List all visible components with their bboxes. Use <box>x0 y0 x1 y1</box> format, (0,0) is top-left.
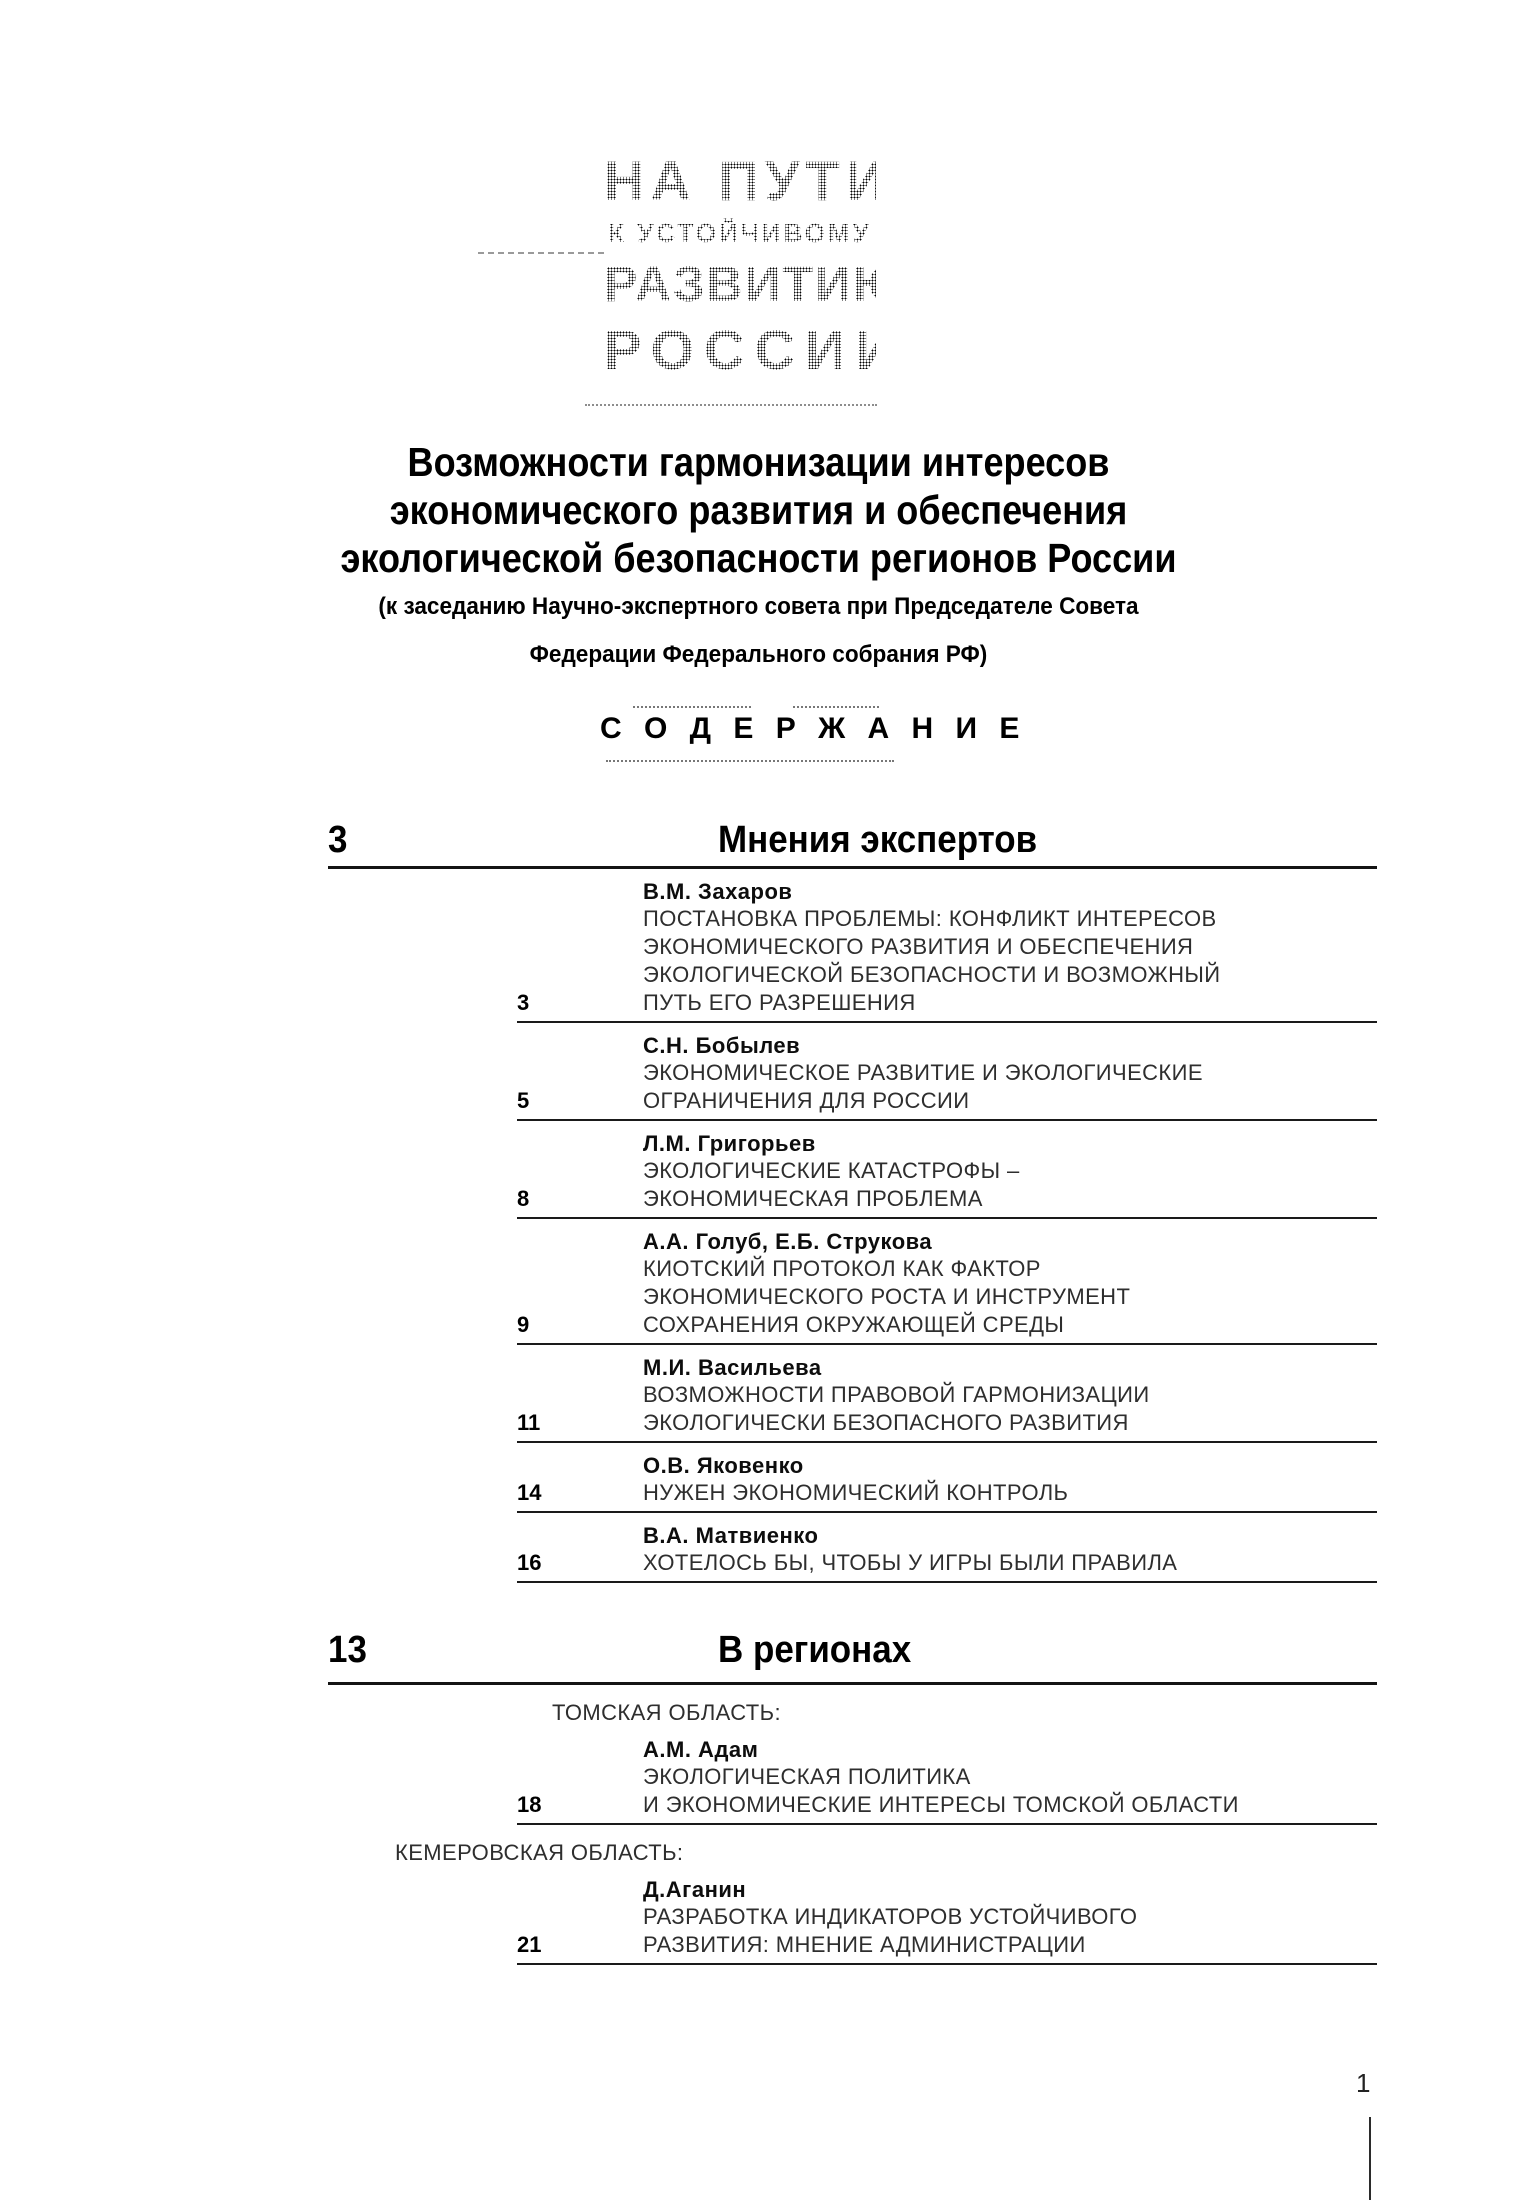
entry-body <box>643 1877 1377 1959</box>
contents-dotted-rule-top-right <box>793 706 879 708</box>
table-of-contents <box>328 818 1377 1965</box>
section-start-page: 13 <box>328 1629 367 1671</box>
entry-authors: В.М. Захаров <box>643 879 793 904</box>
logo-line-2: К УСТОЙЧИВОМУ <box>604 214 876 252</box>
entry-title-line: ОГРАНИЧЕНИЯ ДЛЯ РОССИИ <box>643 1088 970 1113</box>
section-header <box>328 818 1377 869</box>
section-title: В регионах <box>718 1629 912 1671</box>
document-title-line-1: Возможности гармонизации интересов <box>407 439 1110 485</box>
logo-line-4: РОССИИ <box>604 316 876 384</box>
document-title-line-2: экономического развития и обеспечения <box>389 487 1128 533</box>
logo-line-3: РАЗВИТИЮ <box>604 252 876 316</box>
document-subtitle-line-2: Федерации Федерального собрания РФ) <box>529 641 988 668</box>
entry-page-number: 14 <box>517 1480 542 1505</box>
entry-title-line: ЭКОНОМИЧЕСКОГО РАЗВИТИЯ И ОБЕСПЕЧЕНИЯ <box>643 934 1194 959</box>
entry-body <box>643 1523 1377 1577</box>
entry-page-number: 9 <box>517 1312 530 1337</box>
toc-entry <box>517 1513 1377 1583</box>
logo-dotted-underline <box>585 404 877 406</box>
region-label: ТОМСКАЯ ОБЛАСТЬ: <box>552 1700 781 1725</box>
document-subtitle-line-1: (к заседанию Научно-экспертного совета при Председателе Совета <box>378 593 1139 620</box>
entry-body <box>643 1033 1377 1115</box>
entry-authors: С.Н. Бобылев <box>643 1033 801 1058</box>
entry-title-line: ЭКОЛОГИЧЕСКАЯ ПОЛИТИКА <box>643 1764 971 1789</box>
entry-title-line: ЭКОНОМИЧЕСКОГО РОСТА И ИНСТРУМЕНТ <box>643 1284 1131 1309</box>
entry-authors: А.А. Голуб, Е.Б. Струкова <box>643 1229 933 1254</box>
section-header <box>328 1628 1377 1685</box>
entry-page-number: 11 <box>517 1410 541 1435</box>
section-start-page: 3 <box>328 819 348 861</box>
entry-body <box>643 1229 1377 1339</box>
entry-authors: М.И. Васильева <box>643 1355 822 1380</box>
region-label: КЕМЕРОВСКАЯ ОБЛАСТЬ: <box>395 1840 684 1865</box>
toc-entry <box>517 1219 1377 1345</box>
entry-title-line: ПУТЬ ЕГО РАЗРЕШЕНИЯ <box>643 990 916 1015</box>
toc-entry <box>517 1345 1377 1443</box>
entry-title-line: ПОСТАНОВКА ПРОБЛЕМЫ: КОНФЛИКТ ИНТЕРЕСОВ <box>643 906 1217 931</box>
entry-title-line: РАЗРАБОТКА ИНДИКАТОРОВ УСТОЙЧИВОГО <box>643 1904 1138 1929</box>
entry-body <box>643 1131 1377 1213</box>
entry-title-line: ЭКОНОМИЧЕСКАЯ ПРОБЛЕМА <box>643 1186 983 1211</box>
entry-title-line: НУЖЕН ЭКОНОМИЧЕСКИЙ КОНТРОЛЬ <box>643 1480 1069 1505</box>
entry-title-line: РАЗВИТИЯ: МНЕНИЕ АДМИНИСТРАЦИИ <box>643 1932 1086 1957</box>
entry-title-line: ХОТЕЛОСЬ БЫ, ЧТОБЫ У ИГРЫ БЫЛИ ПРАВИЛА <box>643 1550 1178 1575</box>
entry-page-number: 16 <box>517 1550 542 1575</box>
toc-entry <box>517 869 1377 1023</box>
entry-authors: А.М. Адам <box>643 1737 759 1762</box>
logo-dashed-leader <box>478 252 604 254</box>
entry-title-line: ВОЗМОЖНОСТИ ПРАВОВОЙ ГАРМОНИЗАЦИИ <box>643 1382 1150 1407</box>
logo-line-1: НА ПУТИ <box>604 149 892 212</box>
toc-entry <box>517 1023 1377 1121</box>
entry-authors: О.В. Яковенко <box>643 1453 804 1478</box>
contents-dotted-rule-top-left <box>633 706 751 708</box>
footer-vertical-rule <box>1369 2117 1371 2200</box>
entry-page-number: 8 <box>517 1186 530 1211</box>
entry-page-number: 18 <box>517 1792 542 1817</box>
entry-title-line: ЭКОЛОГИЧЕСКОЙ БЕЗОПАСНОСТИ И ВОЗМОЖНЫЙ <box>643 962 1221 987</box>
entry-authors: В.А. Матвиенко <box>643 1523 819 1548</box>
entry-page-number: 21 <box>517 1932 542 1957</box>
brand-logo <box>604 148 907 384</box>
entry-title-line: ЭКОЛОГИЧЕСКИЕ КАТАСТРОФЫ – <box>643 1158 1020 1183</box>
entry-body <box>643 879 1377 1017</box>
document-title <box>91 438 1426 582</box>
entry-body <box>643 1453 1377 1507</box>
entry-title-line: ЭКОНОМИЧЕСКОЕ РАЗВИТИЕ И ЭКОЛОГИЧЕСКИЕ <box>643 1060 1203 1085</box>
entry-authors: Л.М. Григорьев <box>643 1131 816 1156</box>
toc-entry <box>517 1443 1377 1513</box>
contents-heading: С О Д Е Р Ж А Н И Е <box>600 712 1027 745</box>
entry-title-line: КИОТСКИЙ ПРОТОКОЛ КАК ФАКТОР <box>643 1256 1041 1281</box>
document-title-line-3: экологической безопасности регионов России <box>340 535 1177 581</box>
entry-page-number: 5 <box>517 1088 530 1113</box>
section-title: Мнения экспертов <box>718 819 1038 861</box>
entry-body <box>643 1355 1377 1437</box>
page-number: 1 <box>1356 2068 1371 2098</box>
entry-title-line: И ЭКОНОМИЧЕСКИЕ ИНТЕРЕСЫ ТОМСКОЙ ОБЛАСТИ <box>643 1792 1239 1817</box>
contents-dotted-rule-bottom <box>606 760 894 762</box>
toc-entry <box>517 1867 1377 1965</box>
toc-section-regions <box>328 1628 1377 1965</box>
entry-body <box>643 1737 1377 1819</box>
toc-entry <box>517 1121 1377 1219</box>
entry-page-number: 3 <box>517 990 530 1015</box>
entry-authors: Д.Аганин <box>643 1877 747 1902</box>
toc-entry <box>517 1727 1377 1825</box>
toc-section-experts <box>328 818 1377 1583</box>
entry-title-line: ЭКОЛОГИЧЕСКИ БЕЗОПАСНОГО РАЗВИТИЯ <box>643 1410 1129 1435</box>
entry-title-line: СОХРАНЕНИЯ ОКРУЖАЮЩЕЙ СРЕДЫ <box>643 1312 1065 1337</box>
